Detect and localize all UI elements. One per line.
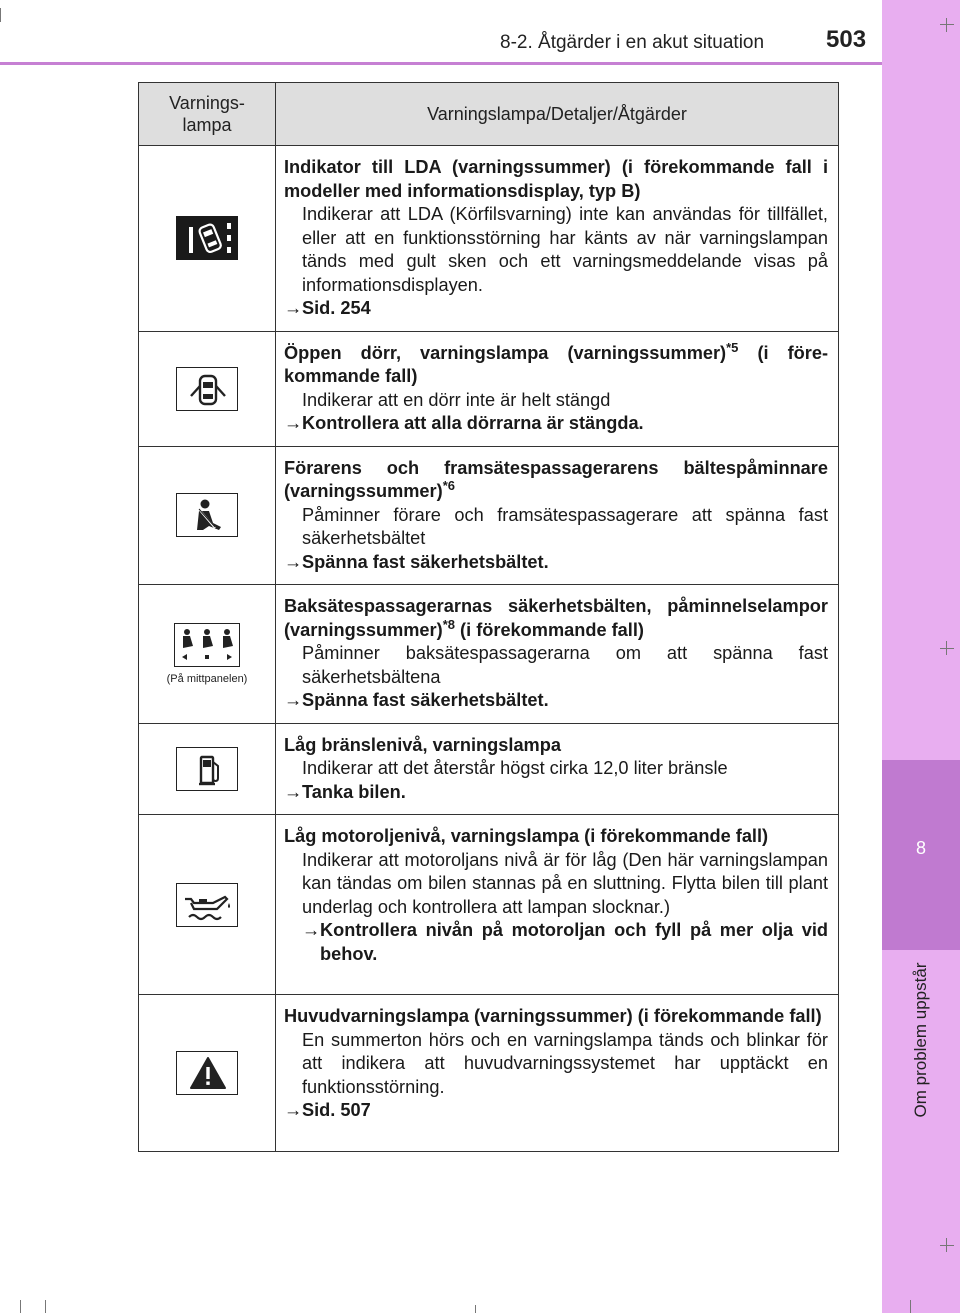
warning-lights-table (138, 82, 839, 1152)
details-cell (276, 331, 839, 446)
row-action-text: Spänna fast säkerhetsbältet. (302, 690, 549, 710)
row-description: En summerton hörs och en varningslampa tänds och blinkar för att indikera att huvudvarningssystemet har upptäckt en funktionsstörning. (302, 1029, 828, 1097)
arrow-right-icon: → (284, 1100, 303, 1120)
lamp-cell (139, 815, 276, 995)
row-action (284, 689, 828, 713)
crop-mark (475, 1305, 476, 1313)
table-row (139, 815, 839, 995)
lamp-cell (139, 585, 276, 724)
chapter-number: 8 (915, 838, 926, 858)
arrow-right-icon: → (284, 413, 303, 433)
crop-mark (940, 24, 954, 25)
crop-mark (940, 1245, 954, 1246)
row-title-text: Förarens och framsätespassagerarens bältespåminnare (varningssummer) (284, 457, 828, 501)
crop-mark (0, 8, 1, 22)
row-action (284, 297, 828, 321)
column-header-details: Varningslampa/Detaljer/Åtgärder (276, 83, 839, 146)
master-warning-icon (176, 1051, 238, 1095)
row-description: Indikerar att LDA (Körfilsvarning) inte kan användas för tillfället, eller att en funktionsstörning har känts av när varningslampan tänds med gult sken och ett varningsmeddelande visas på informationsdisplayen. (302, 204, 828, 295)
row-description: Påminner förare och framsätespassagerare att spänna fast säkerhetsbältet (302, 504, 828, 548)
row-action-text: Tanka bilen. (302, 781, 406, 802)
column-header-lamp (139, 83, 276, 146)
details-cell (276, 585, 839, 724)
arrow-right-icon: → (284, 298, 303, 318)
footnote-ref: *6 (442, 477, 455, 493)
crop-mark (20, 1300, 21, 1313)
lamp-cell (139, 146, 276, 332)
arrow-right-icon: → (284, 551, 303, 572)
details-cell (276, 446, 839, 585)
row-action (284, 781, 828, 805)
table-row (139, 585, 839, 724)
table-row (139, 995, 839, 1152)
chapter-title: Om problem uppstår (911, 962, 930, 1118)
lamp-cell (139, 723, 276, 815)
table-row (139, 146, 839, 332)
row-action-text: Sid. 254 (302, 298, 371, 318)
seatbelt-icon (176, 493, 238, 537)
row-description: Indikerar att en dörr inte är helt stängd (302, 389, 611, 410)
table-row (139, 331, 839, 446)
row-title: Låg bränslenivå, varningslampa (284, 734, 561, 755)
icon-caption: (På mittpanelen) (166, 672, 248, 685)
crop-mark (946, 18, 947, 32)
row-action (284, 412, 828, 436)
row-title (284, 457, 828, 504)
arrow-right-icon: → (284, 781, 303, 802)
row-title-end: (i förekommande fall) (284, 342, 828, 386)
row-title-text: Öppen dörr, varningslampa (varningssummer) (284, 342, 727, 363)
table-header-row (139, 83, 839, 146)
row-action-text: Sid. 507 (302, 1100, 371, 1120)
row-action-text: Spänna fast säkerhetsbältet. (302, 551, 549, 572)
arrow-right-icon: → (284, 690, 303, 710)
crop-mark (946, 1238, 947, 1252)
crop-mark (946, 641, 947, 655)
details-cell (276, 723, 839, 815)
header-rule (0, 62, 882, 65)
page-number: 503 (826, 26, 867, 53)
arrow-right-icon: → (302, 920, 321, 940)
open-door-icon (176, 367, 238, 411)
row-title (284, 339, 828, 389)
section-title: 8-2. Åtgärder i en akut situation (500, 32, 765, 53)
lamp-cell (139, 446, 276, 585)
row-description: Påminner baksätespassagerarna om att spänna fast säkerhetsbältena (302, 643, 828, 687)
row-title: Huvudvarningslampa (varningssummer) (i förekommande fall) (284, 1006, 822, 1026)
row-title-end: (i förekommande fall) (454, 619, 644, 640)
row-title (284, 595, 828, 642)
row-action-text: Kontrollera nivån på motoroljan och fyll på mer olja vid behov. (320, 920, 828, 964)
row-action (284, 1099, 828, 1123)
row-action-text: Kontrollera att alla dörrarna är stängda. (302, 413, 644, 433)
details-cell (276, 815, 839, 995)
row-title: Låg motoroljenivå, varningslampa (i förekommande fall) (284, 826, 769, 846)
details-cell (276, 995, 839, 1152)
column-header-lamp-line2: lampa (182, 115, 232, 135)
table-row (139, 446, 839, 585)
row-description: Indikerar att motoroljans nivå är för låg (Den här varningslampan kan tändas om bilen stannas på en sluttning. Flytta bilen till plant underlag och kontrollera att lampan slocknar.) (302, 849, 828, 917)
row-title: Indikator till LDA (varningssummer) (i förekommande fall i modeller med informationsdisplay, typ B) (284, 157, 828, 201)
oil-level-icon (176, 883, 238, 927)
lamp-cell (139, 331, 276, 446)
rear-seatbelts-icon (174, 623, 240, 667)
footnote-ref: *5 (726, 339, 739, 355)
crop-mark (940, 648, 954, 649)
column-header-lamp-line1: Varnings- (169, 93, 245, 113)
row-action (284, 919, 828, 966)
row-description: Indikerar att det återstår högst cirka 12,0 liter bränsle (302, 758, 728, 778)
lamp-cell (139, 995, 276, 1152)
fuel-icon (176, 747, 238, 791)
lda-lane-icon (176, 216, 238, 260)
crop-mark (910, 1300, 911, 1313)
crop-mark (45, 1300, 46, 1313)
footnote-ref: *8 (442, 616, 455, 632)
row-action (284, 551, 828, 575)
details-cell (276, 146, 839, 332)
table-row (139, 723, 839, 815)
row-title-text: Baksätespassagerarnas säkerhetsbälten, påminnelselampor (varningssummer) (284, 596, 828, 640)
